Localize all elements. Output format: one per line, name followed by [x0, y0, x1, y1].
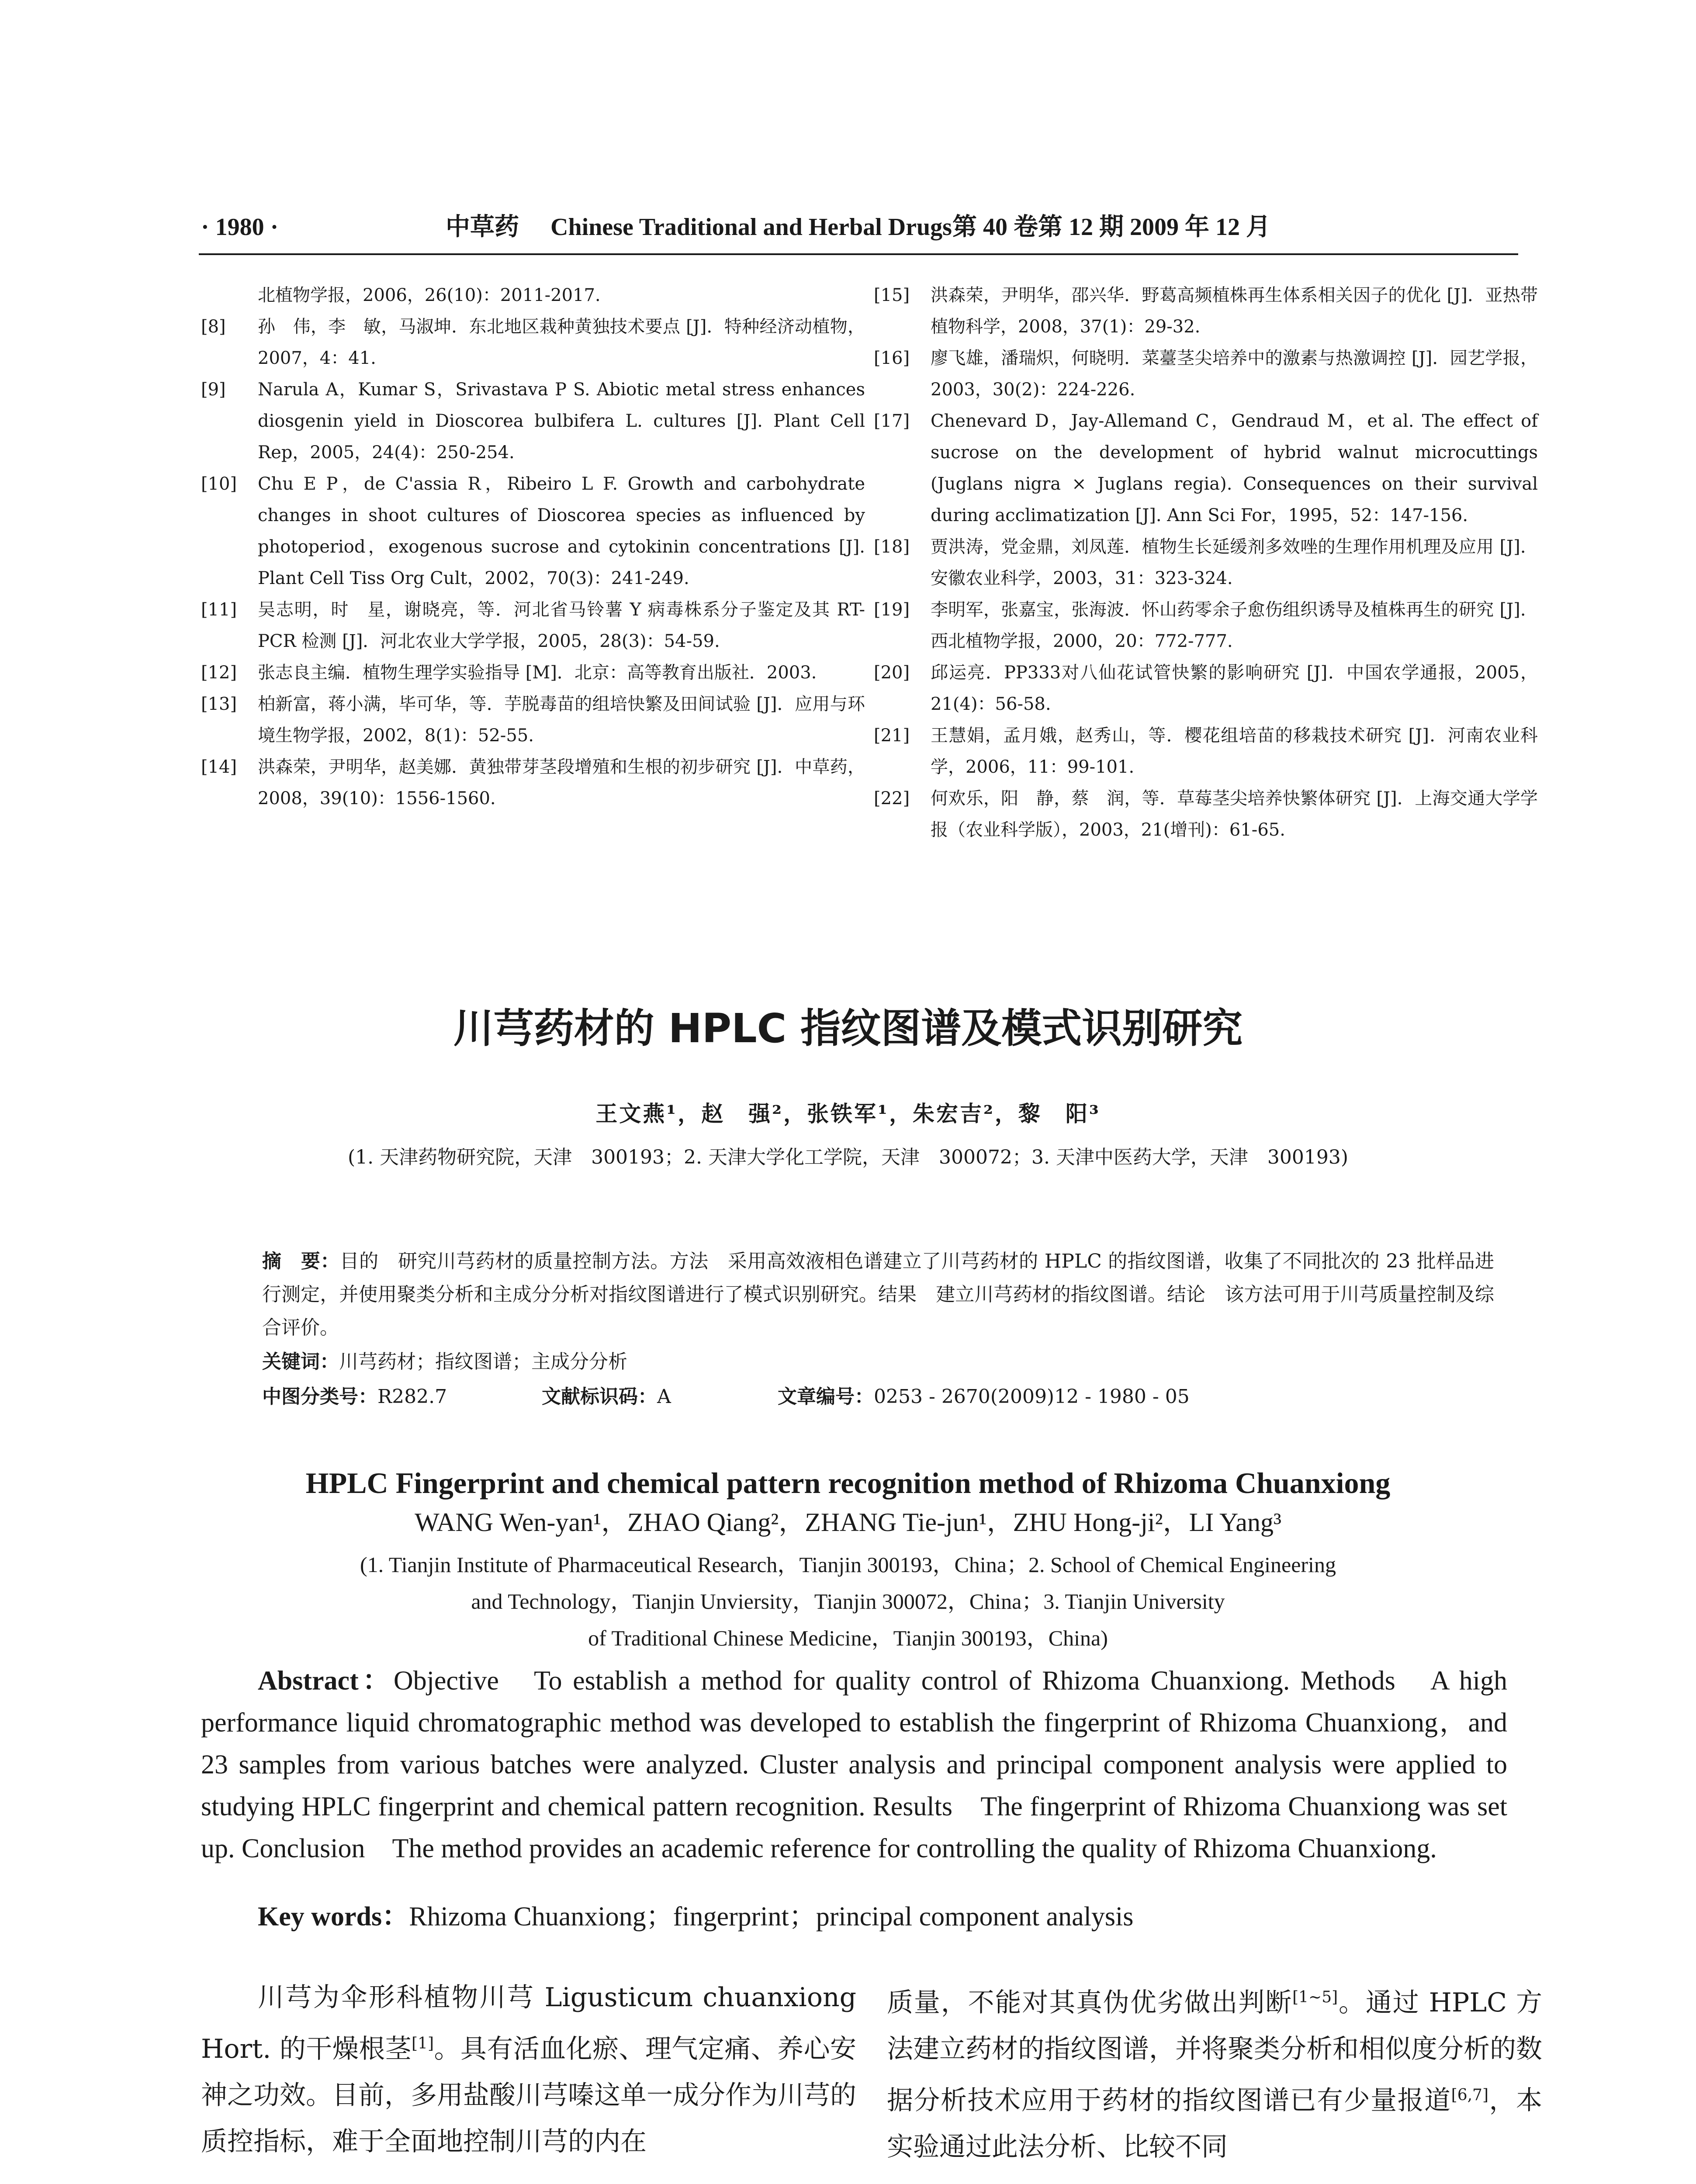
article-title-cn: 川芎药材的 HPLC 指纹图谱及模式识别研究 [453, 1005, 1243, 1052]
reference-text: Narula A，Kumar S，Srivastava P S. Abiotic metal stress enhances diosgenin yield in Dioscorea bulbifera L. cultures [J]. Plant Cell Rep，2005，24(4)：250-254. [258, 380, 865, 463]
reference-number: [22] [874, 788, 910, 809]
keywords-label-en: Key words： [258, 1902, 409, 1932]
reference-text: 贾洪涛，党金鼎，刘凤莲．植物生长延缓剂多效唑的生理作用机理及应用 [J]．安徽农业科学，2003，31：323-324. [931, 537, 1538, 588]
reference-number: [8] [201, 317, 226, 337]
article-no-value: 0253 - 2670(2009)12 - 1980 - 05 [874, 1386, 1190, 1408]
affiliation-en-line: of Traditional Chinese Medicine，Tianjin 300193，China) [588, 1626, 1108, 1650]
reference-text: Chu E P，de C'assia R，Ribeiro L F. Growth and carbohydrate changes in shoot cultures of Dioscorea species as influenced by photoperiod，exogenous sucrose and cytokinin concentrations [J]. Plant Cell Tiss Org Cult，2002，70(3)：241-249. [258, 474, 865, 588]
body-paragraph-part: 川芎为伞形科植物川芎 Ligusticum chuanxiong Hort. 的干燥根茎 [201, 1982, 856, 2064]
reference-text: 柏新富，蒋小满，毕可华，等．芋脱毒苗的组培快繁及田间试验 [J]．应用与环境生物学报，2002，8(1)：52-55. [258, 694, 865, 746]
reference-item [201, 468, 865, 594]
reference-item [874, 342, 1538, 405]
page-number: · 1980 · [201, 214, 279, 241]
citation-marker: [6,7] [1451, 2086, 1488, 2104]
reference-text: 邱运亮．PP333对八仙花试管快繁的影响研究 [J]．中国农学通报，2005，21(4)：56-58. [931, 663, 1538, 714]
reference-text: 洪森荣，尹明华，赵美娜．黄独带芽茎段增殖和生根的初步研究 [J]．中草药，2008，39(10)：1556-1560. [258, 757, 865, 809]
keywords-label-cn: 关键词： [262, 1351, 339, 1373]
abstract-en [201, 1660, 1507, 1870]
reference-number: [13] [201, 694, 237, 714]
reference-number: [14] [201, 757, 237, 777]
reference-text: 廖飞雄，潘瑞炽，何晓明．菜薹茎尖培养中的激素与热激调控 [J]．园艺学报，2003，30(2)：224-226. [931, 348, 1538, 400]
clc-value: R282.7 [377, 1386, 447, 1408]
affiliation-en-line: and Technology，Tianjin Unviersity，Tianjin 300072，China；3. Tianjin University [471, 1589, 1225, 1614]
article-title-en: HPLC Fingerprint and chemical pattern recognition method of Rhizoma Chuanxiong [305, 1466, 1391, 1500]
body-paragraph-part: 。通过 HPLC 方法建立药材的指纹图谱，并将聚类分析和相似度分析的数据分析技术应用于药材的指纹图谱已有少量报道 [887, 1987, 1543, 2116]
reference-number: [10] [201, 474, 237, 494]
reference-item [874, 720, 1538, 783]
keywords-en [258, 1896, 1507, 1938]
reference-item [201, 688, 865, 751]
reference-item [874, 594, 1538, 657]
reference-item [201, 374, 865, 468]
reference-text: 吴志明，时 星，谢晓亮，等．河北省马铃薯 Y 病毒株系分子鉴定及其 RT-PCR 检测 [J]．河北农业大学学报，2005，28(3)：54-59. [258, 600, 865, 651]
reference-item [874, 405, 1538, 531]
article-no-label: 文章编号： [778, 1386, 874, 1408]
doc-code-value: A [657, 1386, 671, 1408]
reference-number: [15] [874, 285, 910, 305]
references-left-column [201, 280, 865, 814]
reference-item [201, 311, 865, 374]
reference-text: 李明军，张嘉宝，张海波．怀山药零余子愈伤组织诱导及植株再生的研究 [J]．西北植物学报，2000，20：772-777. [931, 600, 1538, 651]
reference-number: [20] [874, 663, 910, 683]
reference-text: 洪森荣，尹明华，邵兴华．野葛高频植株再生体系相关因子的优化 [J]．亚热带植物科学，2008，37(1)：29-32. [931, 285, 1538, 337]
affiliations-cn: (1. 天津药物研究院，天津 300193；2. 天津大学化工学院，天津 300072；3. 天津中医药大学，天津 300193) [347, 1146, 1349, 1168]
authors-cn: 王文燕¹，赵 强²，张铁军¹，朱宏吉²，黎 阳³ [595, 1101, 1101, 1127]
reference-number: [11] [201, 600, 237, 620]
keywords-cn [262, 1345, 1494, 1379]
issue-info: 第 40 卷第 12 期 2009 年 12 月 [952, 214, 1270, 241]
abstract-label-en: Abstract： [258, 1666, 394, 1696]
affiliation-en-line: (1. Tianjin Institute of Pharmaceutical Research，Tianjin 300193，China；2. School of Chemical Engineering [360, 1552, 1336, 1577]
reference-item [874, 657, 1538, 720]
body-text-left [201, 1974, 856, 2165]
reference-item [874, 280, 1538, 342]
abstract-text-en: Objective To establish a method for quality control of Rhizoma Chuanxiong. Methods A high performance liquid chromatographic method was developed to establish the fingerprint of Rhizoma Chuanxiong，and 23 samples from various batches were analyzed. Cluster analysis and principal component analysis were applied to studying HPLC fingerprint and chemical pattern recognition. Results The fingerprint of Rhizoma Chuanxiong was set up. Conclusion The method provides an academic reference for controlling the quality of Rhizoma Chuanxiong. [201, 1666, 1508, 1863]
body-text-right [887, 1974, 1542, 2170]
keywords-text-cn: 川芎药材；指纹图谱；主成分分析 [339, 1351, 627, 1373]
doc-code-label: 文献标识码： [542, 1386, 657, 1408]
clc-label: 中图分类号： [262, 1386, 377, 1408]
body-paragraph-part: ，本实验通过此法分析、比较不同 [887, 2085, 1543, 2162]
reference-text: 张志良主编．植物生理学实验指导 [M]．北京：高等教育出版社．2003. [258, 663, 817, 683]
citation-marker: [1] [412, 2035, 434, 2053]
reference-item [201, 751, 865, 814]
reference-number: [21] [874, 726, 910, 746]
reference-number: [18] [874, 537, 910, 557]
reference-item [874, 531, 1538, 594]
authors-en: WANG Wen-yan¹，ZHAO Qiang²，ZHANG Tie-jun¹，ZHU Hong-ji²，LI Yang³ [415, 1508, 1281, 1537]
reference-number: [9] [201, 380, 226, 400]
running-header [201, 210, 1512, 245]
journal-name-cn: 中草药 [446, 214, 519, 241]
citation-marker: [1~5] [1292, 1988, 1338, 2006]
reference-text: Chenevard D，Jay-Allemand C，Gendraud M，et al. The effect of sucrose on the development of hybrid walnut microcuttings (Juglans nigra × Juglans regia). Consequences on their survival during acclimatization [J]. Ann Sci For，1995，52：147-156. [931, 411, 1538, 525]
abstract-label-cn: 摘 要： [262, 1250, 340, 1272]
reference-item [201, 594, 865, 657]
reference-text: 王慧娟，孟月娥，赵秀山，等．樱花组培苗的移栽技术研究 [J]．河南农业科学，2006，11：99-101. [931, 726, 1538, 777]
reference-number: [17] [874, 411, 910, 431]
reference-text: 孙 伟，李 敏，马淑坤．东北地区栽种黄独技术要点 [J]．特种经济动植物，2007，4：41. [258, 317, 865, 368]
body-paragraph-part: 。具有活血化瘀、理气定痛、养心安神之功效。目前，多用盐酸川芎嗪这单一成分作为川芎的质控指标，难于全面地控制川芎的内在 [201, 2034, 857, 2157]
reference-text: 何欢乐，阳 静，蔡 润，等．草莓茎尖培养快繁体研究 [J]．上海交通大学学报（农业科学版），2003，21(增刊)：61-65. [931, 788, 1538, 840]
abstract-text-cn: 目的 研究川芎药材的质量控制方法。方法 采用高效液相色谱建立了川芎药材的 HPLC 的指纹图谱，收集了不同批次的 23 批样品进行测定，并使用聚类分析和主成分分析对指纹图谱进行了模式识别研究。结果 建立川芎药材的指纹图谱。结论 该方法可用于川芎质量控制及综合评价。 [262, 1250, 1494, 1339]
keywords-text-en: Rhizoma Chuanxiong；fingerprint；principal component analysis [409, 1902, 1134, 1932]
affiliations-en [0, 1546, 1696, 1656]
reference-text: 北植物学报，2006，26(10)：2011-2017. [258, 285, 601, 305]
body-paragraph-part: 质量，不能对其真伪优劣做出判断 [887, 1987, 1293, 2018]
reference-number: [19] [874, 600, 910, 620]
reference-item [874, 783, 1538, 846]
abstract-cn [262, 1245, 1494, 1344]
references-right-column [874, 280, 1538, 846]
reference-number: [12] [201, 663, 237, 683]
header-rule [199, 253, 1518, 255]
journal-name-en: Chinese Traditional and Herbal Drugs [550, 214, 952, 241]
reference-item [201, 657, 865, 688]
reference-number: [16] [874, 348, 910, 368]
reference-item [201, 280, 865, 311]
